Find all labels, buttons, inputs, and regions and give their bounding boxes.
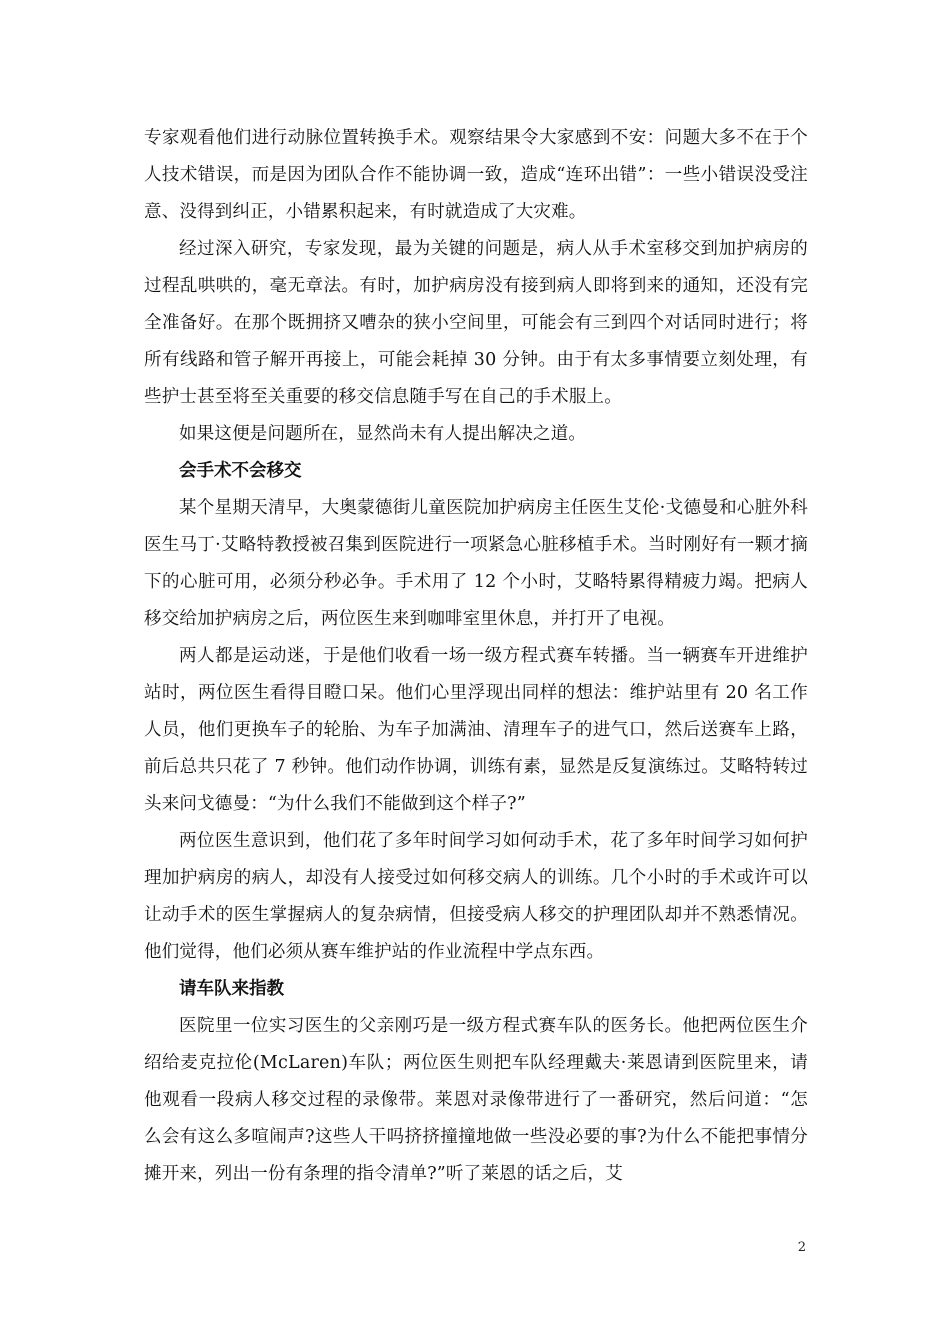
paragraph-4: 某个星期天清早，大奥蒙德街儿童医院加护病房主任医生艾伦·戈德曼和心脏外科医生马丁·艾略特教授被召集到医院进行一项紧急心脏移植手术。当时刚好有一颗才摘下的心脏可用，必须分秒必争。手术用了 12 个小时，艾略特累得精疲力竭。把病人移交给加护病房之后，两位医生来到咖啡室里休息，并打开了电视。 [144, 498, 808, 629]
section-heading-1: 会手术不会移交 [179, 461, 302, 481]
paragraph-1: 专家观看他们进行动脉位置转换手术。观察结果令大家感到不安：问题大多不在于个人技术错误，而是因为团队合作不能协调一致，造成“连环出错”：一些小错误没受注意、没得到纠正，小错累积起来，有时就造成了大灾难。 [144, 128, 808, 222]
paragraph-2: 经过深入研究，专家发现，最为关键的问题是，病人从手术室移交到加护病房的过程乱哄哄的，毫无章法。有时，加护病房没有接到病人即将到来的通知，还没有完全准备好。在那个既拥挤又嘈杂的狭小空间里，可能会有三到四个对话同时进行；将所有线路和管子解开再接上，可能会耗掉 30 分钟。由于有太多事情要立刻处理，有些护士甚至将至关重要的移交信息随手写在自己的手术服上。 [144, 239, 808, 407]
section-heading-2: 请车队来指教 [179, 979, 284, 999]
page-number: 2 [797, 1240, 806, 1255]
paragraph-6: 两位医生意识到，他们花了多年时间学习如何动手术，花了多年时间学习如何护理加护病房的病人，却没有人接受过如何移交病人的训练。几个小时的手术或许可以让动手术的医生掌握病人的复杂病情，但接受病人移交的护理团队却并不熟悉情况。他们觉得，他们必须从赛车维护站的作业流程中学点东西。 [144, 831, 808, 962]
paragraph-3: 如果这便是问题所在，显然尚未有人提出解决之道。 [179, 424, 587, 444]
document-body [144, 120, 808, 1193]
paragraph-5: 两人都是运动迷，于是他们收看一场一级方程式赛车转播。当一辆赛车开进维护站时，两位医生看得目瞪口呆。他们心里浮现出同样的想法：维护站里有 20 名工作人员，他们更换车子的轮胎、为车子加满油、清理车子的进气口，然后送赛车上路，前后总共只花了 7 秒钟。他们动作协调，训练有素，显然是反复演练过。艾略特转过头来问戈德曼：“为什么我们不能做到这个样子?” [144, 646, 808, 814]
paragraph-7: 医院里一位实习医生的父亲刚巧是一级方程式赛车队的医务长。他把两位医生介绍给麦克拉伦(McLaren)车队；两位医生则把车队经理戴夫·莱恩请到医院里来，请他观看一段病人移交过程的录像带。莱恩对录像带进行了一番研究，然后问道：“怎么会有这么多喧闹声?这些人干吗挤挤撞撞地做一些没必要的事?为什么不能把事情分摊开来，列出一份有条理的指令清单?”听了莱恩的话之后，艾 [144, 1016, 808, 1184]
